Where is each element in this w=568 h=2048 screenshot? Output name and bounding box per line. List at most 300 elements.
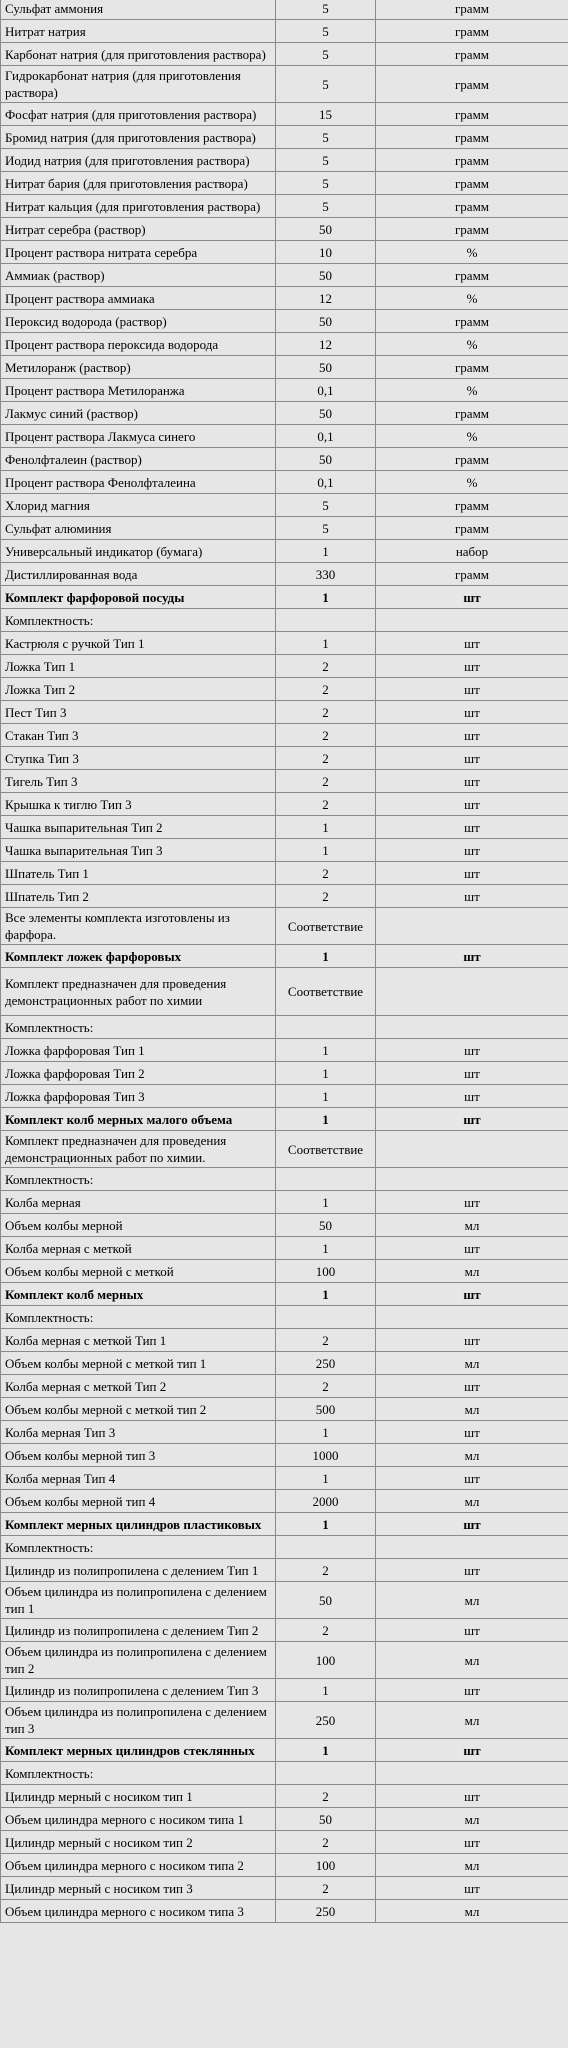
specification-table-body	[1, 0, 568, 1923]
quantity-cell: 5	[276, 126, 376, 149]
item-name-cell: Объем колбы мерной тип 4	[1, 1490, 276, 1513]
table-row	[1, 1467, 568, 1490]
unit-cell: мл	[376, 1352, 568, 1375]
table-row	[1, 172, 568, 195]
quantity-cell	[276, 1306, 376, 1329]
quantity-cell: 1	[276, 1237, 376, 1260]
item-name-cell: Процент раствора пероксида водорода	[1, 333, 276, 356]
unit-cell	[376, 1306, 568, 1329]
table-row	[1, 1854, 568, 1877]
unit-cell: грамм	[376, 20, 568, 43]
item-name-cell: Ступка Тип 3	[1, 747, 276, 770]
item-name-cell: Ложка фарфоровая Тип 2	[1, 1062, 276, 1085]
item-name-cell: Ложка фарфоровая Тип 3	[1, 1085, 276, 1108]
table-row	[1, 103, 568, 126]
table-row	[1, 1642, 568, 1679]
quantity-cell: 2	[276, 1559, 376, 1582]
unit-cell: мл	[376, 1398, 568, 1421]
unit-cell: шт	[376, 1191, 568, 1214]
unit-cell: мл	[376, 1642, 568, 1679]
item-name-cell: Цилиндр из полипропилена с делением Тип 1	[1, 1559, 276, 1582]
table-row	[1, 1702, 568, 1739]
item-name-cell: Процент раствора аммиака	[1, 287, 276, 310]
unit-cell: мл	[376, 1808, 568, 1831]
item-name-cell: Колба мерная с меткой Тип 2	[1, 1375, 276, 1398]
item-name-cell: Нитрат кальция (для приготовления раствора)	[1, 195, 276, 218]
unit-cell: шт	[376, 1039, 568, 1062]
unit-cell: шт	[376, 1877, 568, 1900]
item-name-cell: Хлорид магния	[1, 494, 276, 517]
table-row	[1, 448, 568, 471]
quantity-cell: 5	[276, 43, 376, 66]
quantity-cell	[276, 1536, 376, 1559]
table-row	[1, 770, 568, 793]
unit-cell: шт	[376, 862, 568, 885]
item-name-cell: Комплект предназначен для проведения демонстрационных работ по химии	[1, 968, 276, 1016]
unit-cell: грамм	[376, 126, 568, 149]
unit-cell: мл	[376, 1444, 568, 1467]
quantity-cell: 2	[276, 1375, 376, 1398]
quantity-cell: 50	[276, 264, 376, 287]
table-row	[1, 195, 568, 218]
item-name-cell: Шпатель Тип 2	[1, 885, 276, 908]
item-name-cell: Метилоранж (раствор)	[1, 356, 276, 379]
table-row	[1, 379, 568, 402]
item-name-cell: Комплект мерных цилиндров пластиковых	[1, 1513, 276, 1536]
table-row	[1, 1808, 568, 1831]
table-row	[1, 1168, 568, 1191]
item-name-cell: Комплектность:	[1, 1168, 276, 1191]
table-row	[1, 701, 568, 724]
unit-cell: шт	[376, 1237, 568, 1260]
quantity-cell: 5	[276, 195, 376, 218]
quantity-cell: 100	[276, 1642, 376, 1679]
item-name-cell: Гидрокарбонат натрия (для приготовления раствора)	[1, 66, 276, 103]
table-row	[1, 43, 568, 66]
table-row	[1, 678, 568, 701]
item-name-cell: Стакан Тип 3	[1, 724, 276, 747]
table-row	[1, 885, 568, 908]
unit-cell: шт	[376, 945, 568, 968]
quantity-cell: 5	[276, 172, 376, 195]
table-row	[1, 1490, 568, 1513]
table-row	[1, 1306, 568, 1329]
quantity-cell: 1	[276, 816, 376, 839]
unit-cell: мл	[376, 1900, 568, 1923]
unit-cell: шт	[376, 1679, 568, 1702]
quantity-cell: 2	[276, 770, 376, 793]
item-name-cell: Шпатель Тип 1	[1, 862, 276, 885]
table-row	[1, 1785, 568, 1808]
table-row	[1, 1679, 568, 1702]
item-name-cell: Пероксид водорода (раствор)	[1, 310, 276, 333]
unit-cell: шт	[376, 1283, 568, 1306]
table-row	[1, 149, 568, 172]
quantity-cell: 2000	[276, 1490, 376, 1513]
table-section-row	[1, 945, 568, 968]
item-name-cell: Комплект колб мерных малого объема	[1, 1108, 276, 1131]
quantity-cell: 5	[276, 66, 376, 103]
quantity-cell: 1	[276, 632, 376, 655]
table-row	[1, 908, 568, 945]
quantity-cell: 2	[276, 1619, 376, 1642]
unit-cell	[376, 1131, 568, 1168]
quantity-cell: 5	[276, 494, 376, 517]
table-row	[1, 264, 568, 287]
item-name-cell: Ложка Тип 2	[1, 678, 276, 701]
unit-cell: грамм	[376, 218, 568, 241]
quantity-cell: 100	[276, 1854, 376, 1877]
table-row	[1, 1582, 568, 1619]
table-row	[1, 1191, 568, 1214]
item-name-cell: Крышка к тиглю Тип 3	[1, 793, 276, 816]
item-name-cell: Аммиак (раствор)	[1, 264, 276, 287]
quantity-cell: 50	[276, 218, 376, 241]
quantity-cell	[276, 1762, 376, 1785]
item-name-cell: Ложка Тип 1	[1, 655, 276, 678]
quantity-cell: 1	[276, 839, 376, 862]
quantity-cell: 2	[276, 655, 376, 678]
quantity-cell: 1	[276, 1421, 376, 1444]
table-row	[1, 793, 568, 816]
item-name-cell: Комплект колб мерных	[1, 1283, 276, 1306]
quantity-cell: 12	[276, 287, 376, 310]
item-name-cell: Цилиндр мерный с носиком тип 2	[1, 1831, 276, 1854]
unit-cell: шт	[376, 770, 568, 793]
table-row	[1, 517, 568, 540]
quantity-cell: 1	[276, 1283, 376, 1306]
quantity-cell: 50	[276, 1582, 376, 1619]
table-row	[1, 655, 568, 678]
table-row	[1, 747, 568, 770]
quantity-cell: 15	[276, 103, 376, 126]
unit-cell: грамм	[376, 517, 568, 540]
unit-cell: грамм	[376, 402, 568, 425]
item-name-cell: Универсальный индикатор (бумага)	[1, 540, 276, 563]
quantity-cell: 1	[276, 1085, 376, 1108]
table-row	[1, 839, 568, 862]
unit-cell: грамм	[376, 310, 568, 333]
quantity-cell: 10	[276, 241, 376, 264]
table-row	[1, 356, 568, 379]
item-name-cell: Дистиллированная вода	[1, 563, 276, 586]
unit-cell: шт	[376, 793, 568, 816]
unit-cell	[376, 1762, 568, 1785]
quantity-cell: 50	[276, 1808, 376, 1831]
item-name-cell: Колба мерная с меткой Тип 1	[1, 1329, 276, 1352]
table-row	[1, 1444, 568, 1467]
quantity-cell: 5	[276, 20, 376, 43]
quantity-cell: 1	[276, 1191, 376, 1214]
quantity-cell: 1	[276, 1513, 376, 1536]
table-row	[1, 540, 568, 563]
item-name-cell: Чашка выпарительная Тип 3	[1, 839, 276, 862]
unit-cell: шт	[376, 1513, 568, 1536]
quantity-cell: 250	[276, 1352, 376, 1375]
table-row	[1, 968, 568, 1016]
quantity-cell: 2	[276, 862, 376, 885]
item-name-cell: Сульфат алюминия	[1, 517, 276, 540]
item-name-cell: Процент раствора Лакмуса синего	[1, 425, 276, 448]
table-row	[1, 632, 568, 655]
item-name-cell: Колба мерная Тип 3	[1, 1421, 276, 1444]
table-row	[1, 425, 568, 448]
item-name-cell: Цилиндр мерный с носиком тип 1	[1, 1785, 276, 1808]
item-name-cell: Колба мерная с меткой	[1, 1237, 276, 1260]
table-row	[1, 609, 568, 632]
item-name-cell: Фосфат натрия (для приготовления раствора)	[1, 103, 276, 126]
item-name-cell: Цилиндр мерный с носиком тип 3	[1, 1877, 276, 1900]
quantity-cell: 100	[276, 1260, 376, 1283]
quantity-cell: 500	[276, 1398, 376, 1421]
item-name-cell: Объем цилиндра мерного с носиком типа 3	[1, 1900, 276, 1923]
item-name-cell: Пест Тип 3	[1, 701, 276, 724]
table-section-row	[1, 1513, 568, 1536]
unit-cell	[376, 1536, 568, 1559]
item-name-cell: Объем цилиндра из полипропилена с делением тип 1	[1, 1582, 276, 1619]
quantity-cell: 50	[276, 356, 376, 379]
item-name-cell: Комплектность:	[1, 609, 276, 632]
item-name-cell: Комплект ложек фарфоровых	[1, 945, 276, 968]
unit-cell: %	[376, 425, 568, 448]
item-name-cell: Цилиндр из полипропилена с делением Тип 2	[1, 1619, 276, 1642]
quantity-cell: 2	[276, 793, 376, 816]
item-name-cell: Объем колбы мерной с меткой тип 2	[1, 1398, 276, 1421]
item-name-cell: Карбонат натрия (для приготовления раствора)	[1, 43, 276, 66]
quantity-cell: 1	[276, 1062, 376, 1085]
item-name-cell: Объем цилиндра из полипропилена с делением тип 2	[1, 1642, 276, 1679]
quantity-cell	[276, 1168, 376, 1191]
unit-cell: грамм	[376, 494, 568, 517]
item-name-cell: Чашка выпарительная Тип 2	[1, 816, 276, 839]
unit-cell: набор	[376, 540, 568, 563]
unit-cell: %	[376, 333, 568, 356]
unit-cell: %	[376, 379, 568, 402]
unit-cell: грамм	[376, 195, 568, 218]
item-name-cell: Комплектность:	[1, 1306, 276, 1329]
table-row	[1, 1085, 568, 1108]
unit-cell: шт	[376, 816, 568, 839]
unit-cell: мл	[376, 1260, 568, 1283]
quantity-cell: 1	[276, 1108, 376, 1131]
item-name-cell: Комплектность:	[1, 1762, 276, 1785]
item-name-cell: Процент раствора Метилоранжа	[1, 379, 276, 402]
unit-cell: %	[376, 471, 568, 494]
item-name-cell: Все элементы комплекта изготовлены из фарфора.	[1, 908, 276, 945]
table-row	[1, 126, 568, 149]
table-row	[1, 1214, 568, 1237]
unit-cell: шт	[376, 632, 568, 655]
quantity-cell: 2	[276, 1329, 376, 1352]
unit-cell: грамм	[376, 0, 568, 20]
table-row	[1, 218, 568, 241]
table-section-row	[1, 1739, 568, 1762]
quantity-cell: 2	[276, 701, 376, 724]
quantity-cell: 1	[276, 1679, 376, 1702]
item-name-cell: Сульфат аммония	[1, 0, 276, 20]
table-row	[1, 724, 568, 747]
quantity-cell: 2	[276, 885, 376, 908]
item-name-cell: Тигель Тип 3	[1, 770, 276, 793]
item-name-cell: Процент раствора нитрата серебра	[1, 241, 276, 264]
quantity-cell: 2	[276, 1785, 376, 1808]
unit-cell: шт	[376, 701, 568, 724]
item-name-cell: Процент раствора Фенолфталеина	[1, 471, 276, 494]
table-row	[1, 471, 568, 494]
table-row	[1, 20, 568, 43]
quantity-cell: 1	[276, 586, 376, 609]
table-row	[1, 1619, 568, 1642]
table-row	[1, 1877, 568, 1900]
unit-cell: грамм	[376, 149, 568, 172]
unit-cell: %	[376, 287, 568, 310]
unit-cell: шт	[376, 1085, 568, 1108]
item-name-cell: Фенолфталеин (раствор)	[1, 448, 276, 471]
quantity-cell: Соответствие	[276, 968, 376, 1016]
item-name-cell: Комплект мерных цилиндров стеклянных	[1, 1739, 276, 1762]
unit-cell: %	[376, 241, 568, 264]
table-row	[1, 1352, 568, 1375]
unit-cell: шт	[376, 1375, 568, 1398]
unit-cell: шт	[376, 1785, 568, 1808]
unit-cell: грамм	[376, 356, 568, 379]
unit-cell: мл	[376, 1214, 568, 1237]
item-name-cell: Объем колбы мерной тип 3	[1, 1444, 276, 1467]
unit-cell: мл	[376, 1854, 568, 1877]
quantity-cell	[276, 1016, 376, 1039]
item-name-cell: Объем цилиндра мерного с носиком типа 1	[1, 1808, 276, 1831]
item-name-cell: Комплект фарфоровой посуды	[1, 586, 276, 609]
table-row	[1, 1260, 568, 1283]
unit-cell: шт	[376, 1421, 568, 1444]
quantity-cell: 50	[276, 448, 376, 471]
quantity-cell: 2	[276, 1831, 376, 1854]
quantity-cell: 1	[276, 540, 376, 563]
quantity-cell: 12	[276, 333, 376, 356]
item-name-cell: Ложка фарфоровая Тип 1	[1, 1039, 276, 1062]
quantity-cell: 1	[276, 1739, 376, 1762]
table-row	[1, 333, 568, 356]
table-row	[1, 1398, 568, 1421]
unit-cell: грамм	[376, 563, 568, 586]
unit-cell	[376, 1168, 568, 1191]
quantity-cell: 50	[276, 1214, 376, 1237]
unit-cell: грамм	[376, 264, 568, 287]
table-row	[1, 1831, 568, 1854]
table-section-row	[1, 586, 568, 609]
quantity-cell: 5	[276, 149, 376, 172]
quantity-cell	[276, 609, 376, 632]
quantity-cell: 0,1	[276, 379, 376, 402]
item-name-cell: Объем цилиндра из полипропилена с делением тип 3	[1, 1702, 276, 1739]
quantity-cell: 1	[276, 1467, 376, 1490]
unit-cell: мл	[376, 1702, 568, 1739]
unit-cell: шт	[376, 724, 568, 747]
item-name-cell: Нитрат серебра (раствор)	[1, 218, 276, 241]
unit-cell: грамм	[376, 66, 568, 103]
unit-cell: шт	[376, 1619, 568, 1642]
unit-cell: грамм	[376, 172, 568, 195]
item-name-cell: Объем колбы мерной с меткой	[1, 1260, 276, 1283]
item-name-cell: Кастрюля с ручкой Тип 1	[1, 632, 276, 655]
table-row	[1, 1016, 568, 1039]
item-name-cell: Иодид натрия (для приготовления раствора)	[1, 149, 276, 172]
unit-cell: шт	[376, 1108, 568, 1131]
item-name-cell: Лакмус синий (раствор)	[1, 402, 276, 425]
quantity-cell: Соответствие	[276, 1131, 376, 1168]
unit-cell: шт	[376, 1559, 568, 1582]
unit-cell: мл	[376, 1490, 568, 1513]
unit-cell: шт	[376, 1467, 568, 1490]
unit-cell: грамм	[376, 43, 568, 66]
table-row	[1, 1421, 568, 1444]
item-name-cell: Объем колбы мерной с меткой тип 1	[1, 1352, 276, 1375]
unit-cell	[376, 908, 568, 945]
table-section-row	[1, 1283, 568, 1306]
unit-cell: шт	[376, 1062, 568, 1085]
table-row	[1, 1062, 568, 1085]
table-row	[1, 0, 568, 20]
quantity-cell: 2	[276, 724, 376, 747]
unit-cell: шт	[376, 1329, 568, 1352]
quantity-cell: 5	[276, 517, 376, 540]
item-name-cell: Нитрат бария (для приготовления раствора)	[1, 172, 276, 195]
item-name-cell: Колба мерная	[1, 1191, 276, 1214]
table-row	[1, 402, 568, 425]
unit-cell: шт	[376, 1739, 568, 1762]
quantity-cell: 2	[276, 1877, 376, 1900]
unit-cell: шт	[376, 678, 568, 701]
item-name-cell: Нитрат натрия	[1, 20, 276, 43]
table-section-row	[1, 1108, 568, 1131]
table-row	[1, 1375, 568, 1398]
table-row	[1, 1039, 568, 1062]
quantity-cell: 50	[276, 402, 376, 425]
table-row	[1, 310, 568, 333]
table-row	[1, 1536, 568, 1559]
unit-cell: шт	[376, 586, 568, 609]
unit-cell: грамм	[376, 448, 568, 471]
table-row	[1, 1762, 568, 1785]
quantity-cell: 50	[276, 310, 376, 333]
table-row	[1, 862, 568, 885]
table-row	[1, 816, 568, 839]
unit-cell: шт	[376, 1831, 568, 1854]
quantity-cell: Соответствие	[276, 908, 376, 945]
table-row	[1, 1900, 568, 1923]
item-name-cell: Комплектность:	[1, 1016, 276, 1039]
unit-cell: мл	[376, 1582, 568, 1619]
quantity-cell: 0,1	[276, 425, 376, 448]
item-name-cell: Комплектность:	[1, 1536, 276, 1559]
quantity-cell: 0,1	[276, 471, 376, 494]
table-row	[1, 66, 568, 103]
unit-cell: шт	[376, 885, 568, 908]
item-name-cell: Объем колбы мерной	[1, 1214, 276, 1237]
quantity-cell: 330	[276, 563, 376, 586]
unit-cell: шт	[376, 839, 568, 862]
table-row	[1, 1559, 568, 1582]
quantity-cell: 1000	[276, 1444, 376, 1467]
table-row	[1, 494, 568, 517]
quantity-cell: 5	[276, 0, 376, 20]
unit-cell: шт	[376, 747, 568, 770]
table-row	[1, 241, 568, 264]
quantity-cell: 2	[276, 747, 376, 770]
quantity-cell: 2	[276, 678, 376, 701]
table-row	[1, 563, 568, 586]
unit-cell: шт	[376, 655, 568, 678]
